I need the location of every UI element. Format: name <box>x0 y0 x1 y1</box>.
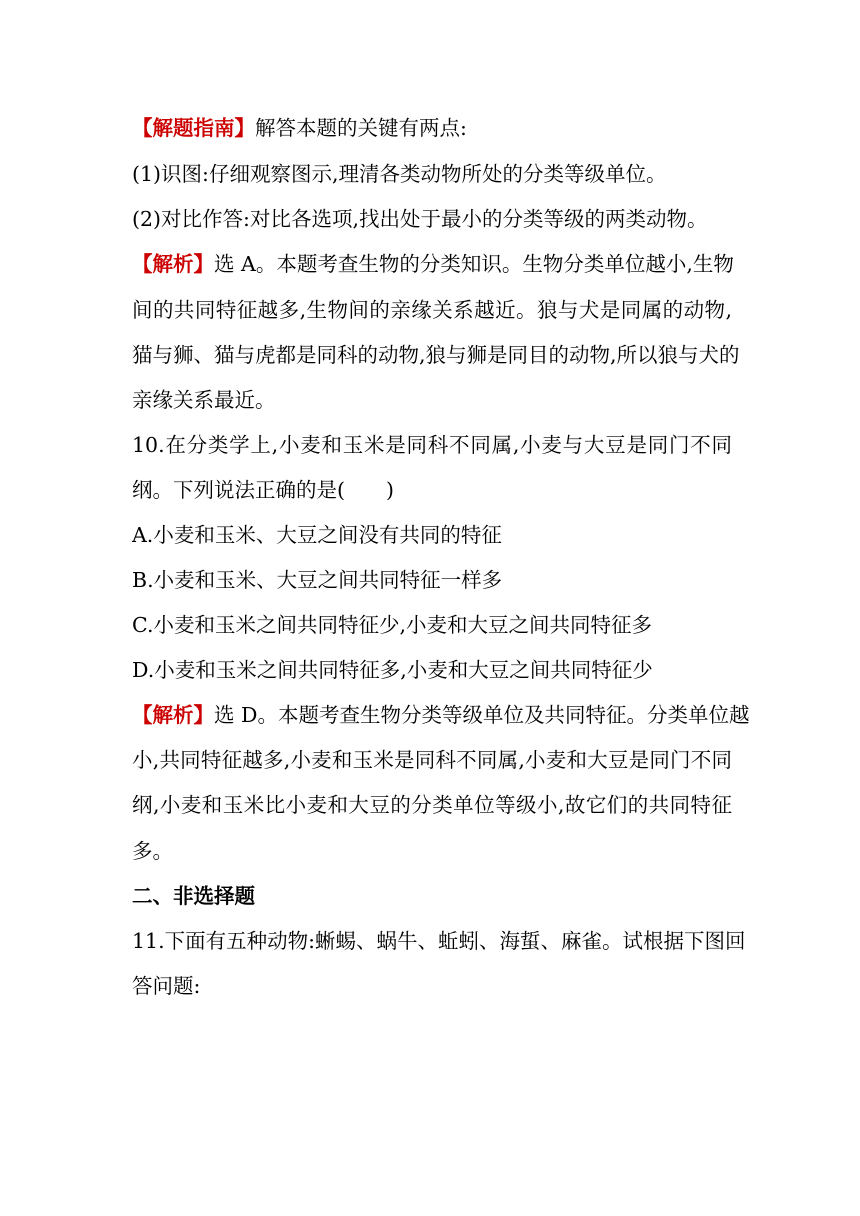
analysis1-line-1-text: 选 A。本题考查生物的分类知识。生物分类单位越小,生物 <box>214 252 734 276</box>
analysis1-line-4: 亲缘关系最近。 <box>132 388 276 412</box>
analysis1-line-3: 猫与狮、猫与虎都是同科的动物,狼与狮是同目的动物,所以狼与犬的 <box>132 343 740 367</box>
guide-intro-text: 解答本题的关键有两点: <box>255 116 467 140</box>
question11-line-2: 答问题: <box>132 974 201 998</box>
analysis1-line-1 <box>132 250 732 278</box>
question10-line-2: 纲。下列说法正确的是( ) <box>132 478 394 502</box>
analysis2-line-2: 小,共同特征越多,小麦和玉米是同科不同属,小麦和大豆是同门不同 <box>132 748 732 772</box>
guide-point-2: (2)对比作答:对比各选项,找出处于最小的分类等级的两类动物。 <box>132 207 708 231</box>
question10-line-1: 10.在分类学上,小麦和玉米是同科不同属,小麦与大豆是同门不同 <box>132 433 732 457</box>
analysis2-line-1-text: 选 D。本题考查生物分类等级单位及共同特征。分类单位越 <box>214 703 750 727</box>
guide-tag: 【解题指南】 <box>132 116 255 140</box>
analysis2-line-1 <box>132 701 750 729</box>
guide-point-1: (1)识图:仔细观察图示,理清各类动物所处的分类等级单位。 <box>132 162 667 186</box>
question10-option-b: B.小麦和玉米、大豆之间共同特征一样多 <box>132 568 503 592</box>
section-title: 二、非选择题 <box>132 884 255 908</box>
question10-option-a: A.小麦和玉米、大豆之间没有共同的特征 <box>132 523 502 547</box>
analysis2-tag: 【解析】 <box>132 703 214 727</box>
question10-option-d: D.小麦和玉米之间共同特征多,小麦和大豆之间共同特征少 <box>132 658 653 682</box>
analysis2-line-3: 纲,小麦和玉米比小麦和大豆的分类单位等级小,故它们的共同特征 <box>132 793 732 817</box>
question11-line-1: 11.下面有五种动物:蜥蜴、蜗牛、蚯蚓、海蜇、麻雀。试根据下图回 <box>132 929 746 953</box>
analysis1-tag: 【解析】 <box>132 252 214 276</box>
analysis1-line-2: 间的共同特征越多,生物间的亲缘关系越近。狼与犬是同属的动物, <box>132 298 732 322</box>
guide-intro-line <box>132 114 732 142</box>
question10-option-c: C.小麦和玉米之间共同特征少,小麦和大豆之间共同特征多 <box>132 613 652 637</box>
analysis2-line-4: 多。 <box>132 839 173 863</box>
